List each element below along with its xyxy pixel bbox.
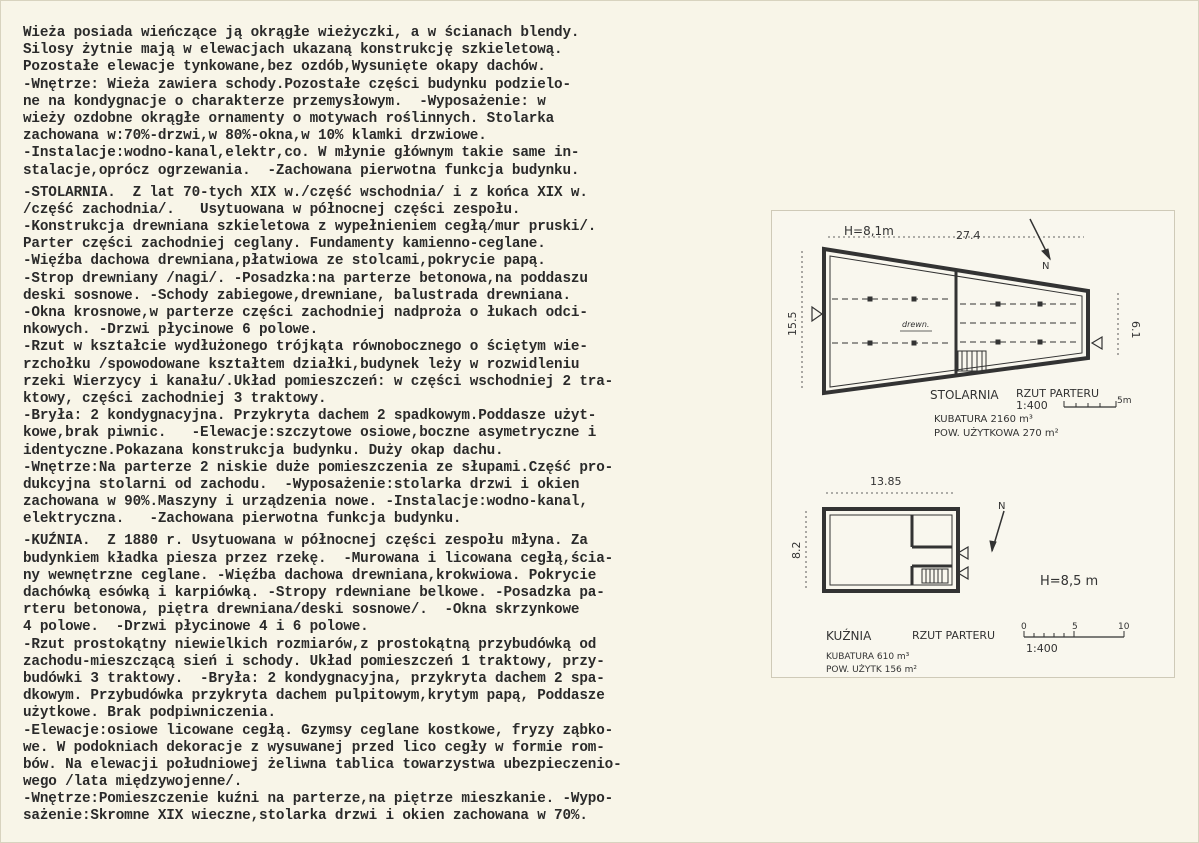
text-line: -KUŹNIA. Z 1880 r. Usytuowana w północnej części zespołu młyna. Za — [23, 533, 588, 550]
kuznia-title: KUŹNIA — [826, 629, 872, 643]
stolarnia-length-label: 27.4 — [956, 229, 981, 242]
kuznia-north-label: N — [998, 501, 1006, 512]
text-line: identyczne.Pokazana konstrukcja budynku. Duży okap dachu. — [23, 442, 504, 459]
kuznia-height-label: H=8,5 m — [1040, 574, 1099, 589]
kuznia-scale: 1:400 — [1026, 642, 1058, 655]
text-line: 4 polowe. -Drzwi płycinowe 4 i 6 polowe. — [23, 619, 369, 636]
text-line: ne na kondygnacje o charakterze przemysłowym. -Wyposażenie: w — [23, 93, 546, 110]
text-line: wego /lata międzywojenne/. — [23, 774, 243, 791]
text-line: elektryczna. -Zachowana pierwotna funkcja budynku. — [23, 511, 462, 528]
text-line: -Rzut w kształcie wydłużonego trójkąta równobocznego o ściętym wie- — [23, 339, 588, 356]
text-line: budynkiem kładka piesza przez rzekę. -Murowana i licowana cegłą,ścia- — [23, 550, 614, 567]
text-line: rteru betonowa, piętra drewniana/deski sosnowe/. -Okna skrzynkowe — [23, 602, 580, 619]
text-line: Pozostałe elewacje tynkowane,bez ozdób,Wysunięte okapy dachów. — [23, 59, 546, 76]
text-line: -STOLARNIA. Z lat 70-tych XIX w./część wschodnia/ i z końca XIX w. — [23, 184, 588, 201]
text-line: stalacje,oprócz ogrzewania. -Zachowana pierwotna funkcja budynku. — [23, 162, 580, 179]
text-line: deski sosnowe. -Schody zabiegowe,drewniane, balustrada drewniana. — [23, 287, 571, 304]
text-line: -Okna krosnowe,w parterze części zachodniej nadproża o łukach odci- — [23, 305, 588, 321]
text-line: Wieża posiada wieńczące ją okrągłe wieżyczki, a w ścianach blendy. — [23, 25, 580, 41]
text-line: zachowana w 90%.Maszyny i urządzenia nowe. -Instalacje:wodno-kanal, — [23, 494, 588, 511]
typewritten-text — [23, 25, 753, 826]
text-line: rzeki Wierzycy i kanału/.Układ pomieszczeń: w części wschodniej 2 tra- — [23, 373, 614, 390]
text-line: dachówką esówką i karpiówką. -Stropy rdewniane belkowe. -Posadzka pa- — [23, 585, 605, 601]
text-line: ktowy, części zachodniej 3 traktowy. — [23, 390, 327, 407]
text-line: -Instalacje:wodno-kanal,elektr,co. W młynie głównym takie same in- — [23, 145, 580, 162]
text-line: -Konstrukcja drewniana szkieletowa z wypełnieniem cegłą/mur pruski/. — [23, 219, 597, 236]
stolarnia-scale-end: 5m — [1117, 396, 1132, 406]
stolarnia-left-dim: 15.5 — [786, 311, 799, 336]
text-line: /część zachodnia/. Usytuowana w północnej części zespołu. — [23, 201, 521, 218]
text-line: -Strop drewniany /nagi/. -Posadzka:na parterze betonowa,na poddaszu — [23, 270, 588, 287]
kuznia-length-label: 13.85 — [870, 475, 902, 488]
text-line: rzchołku /spowodowane kształtem działki,budynek leży w rozwidleniu — [23, 356, 580, 373]
floor-plans-panel — [771, 210, 1175, 678]
text-line: -Więźba dachowa drewniana,płatwiowa ze stolcami,pokrycie papą. — [23, 253, 546, 270]
stolarnia-plan — [802, 219, 1118, 407]
text-line: -Elewacje:osiowe licowane cegłą. Gzymsy ceglane kostkowe, fryzy ząbko- — [23, 722, 614, 739]
text-line: we. W podokniach dekoracje z wysuwanej przed lico cegły w formie rom- — [23, 739, 605, 756]
kuznia-left-dim: 8.2 — [790, 541, 803, 559]
kuznia-plan — [806, 493, 1124, 637]
text-line: -Wnętrze:Na parterze 2 niskie duże pomieszczenia ze słupami.Część pro- — [23, 459, 614, 476]
text-line: sażenie:Skromne XIX wieczne,stolarka drzwi i okien zachowana w 70%. — [23, 808, 588, 825]
text-line: użytkowe. Brak podpiwniczenia. — [23, 705, 276, 722]
text-line: Silosy żytnie mają w elewacjach ukazaną konstrukcję szkieletową. — [23, 42, 563, 59]
kuznia-scale-5: 5 — [1072, 622, 1078, 632]
text-line: dkowym. Przybudówka przykryta dachem pulpitowym,krytym papą, Poddasze — [23, 688, 605, 705]
text-line: Parter części zachodniej ceglany. Fundamenty kamienno-ceglane. — [23, 236, 546, 253]
stolarnia-inner-label: drewn. — [902, 320, 930, 329]
stolarnia-area: POW. UŻYTKOWA 270 m² — [934, 428, 1059, 439]
floor-plans-drawing — [772, 211, 1174, 677]
kuznia-subtitle: RZUT PARTERU — [912, 629, 996, 642]
text-line: -Wnętrze:Pomieszczenie kuźni na parterze,na piętrze mieszkanie. -Wypo- — [23, 791, 614, 808]
kuznia-scale-0: 0 — [1021, 622, 1027, 632]
text-line: wieży ozdobne okrągłe ornamenty o motywach roślinnych. Stolarka — [23, 110, 555, 127]
text-line: -Rzut prostokątny niewielkich rozmiarów,z prostokątną przybudówką od — [23, 636, 597, 653]
kuznia-volume: KUBATURA 610 m³ — [826, 652, 910, 662]
text-line: -Wnętrze: Wieża zawiera schody.Pozostałe części budynku podzielo- — [23, 76, 571, 93]
kuznia-area: POW. UŻYTK 156 m² — [826, 665, 918, 675]
text-line: nkowych. -Drzwi płycinowe 6 polowe. — [23, 322, 319, 339]
text-line: -Bryła: 2 kondygnacyjna. Przykryta dachem 2 spadkowym.Poddasze użyt- — [23, 408, 597, 425]
stolarnia-height-label: H=8,1m — [844, 224, 894, 238]
text-line: budówki 3 traktowy. -Bryła: 2 kondygnacyjna, przykryta dachem 2 spa- — [23, 670, 605, 687]
text-line: bów. Na elewacji południowej żeliwna tablica towarzystwa ubezpieczenio- — [23, 756, 622, 773]
text-line: ny wewnętrzne ceglane. -Więźba dachowa drewniana,krokwiowa. Pokrycie — [23, 567, 597, 584]
text-line: kowe,brak piwnic. -Elewacje:szczytowe osiowe,boczne asymetryczne i — [23, 425, 597, 442]
stolarnia-right-dim: 6.1 — [1129, 321, 1142, 339]
kuznia-scale-10: 10 — [1118, 622, 1130, 632]
stolarnia-volume: KUBATURA 2160 m³ — [934, 414, 1033, 425]
stolarnia-north-label: N — [1042, 261, 1050, 272]
stolarnia-subtitle: RZUT PARTERU — [1016, 387, 1100, 400]
text-line: zachowana w:70%-drzwi,w 80%-okna,w 10% klamki drzwiowe. — [23, 128, 487, 145]
text-line: dukcyjna stolarni od zachodu. -Wyposażenie:stolarka drzwi i okien — [23, 476, 580, 493]
stolarnia-scale: 1:400 — [1016, 399, 1048, 412]
stolarnia-title: STOLARNIA — [930, 388, 999, 402]
text-line: zachodu-mieszczącą sień i schody. Układ pomieszczeń 1 traktowy, przy- — [23, 653, 605, 670]
